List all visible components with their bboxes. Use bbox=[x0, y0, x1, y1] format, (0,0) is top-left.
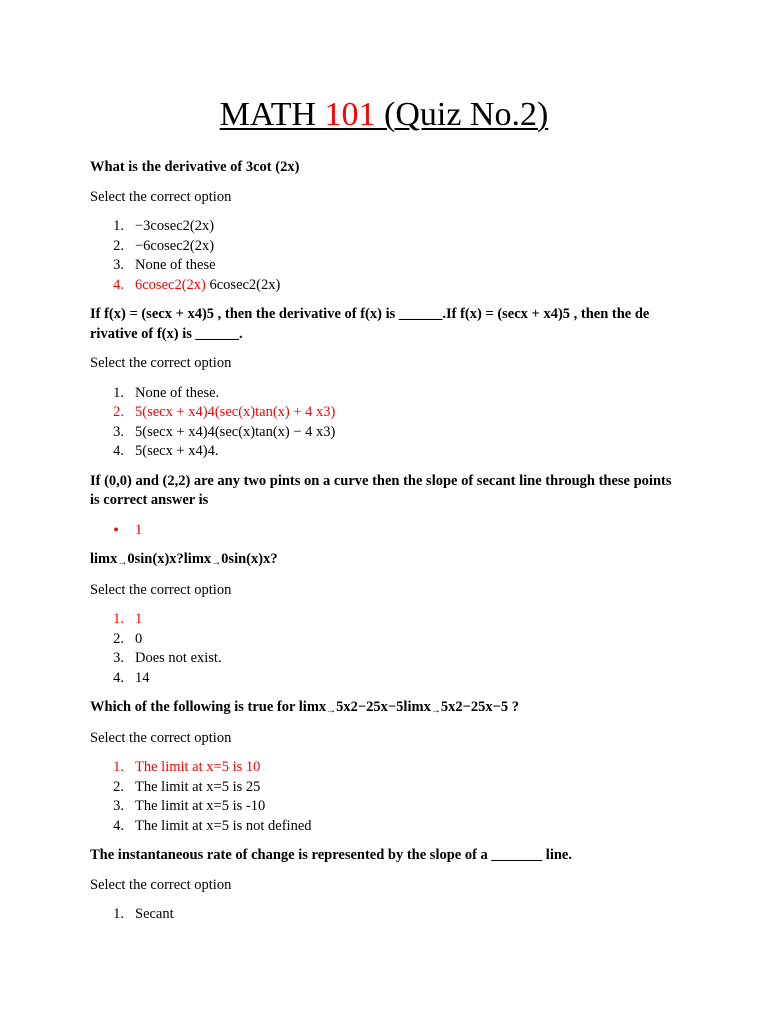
option-correct bbox=[90, 758, 680, 778]
option bbox=[90, 905, 680, 925]
option bbox=[90, 669, 680, 689]
option bbox=[90, 217, 680, 237]
option-number: 2. bbox=[113, 778, 124, 795]
option bbox=[90, 797, 680, 817]
title-course-number: 101 bbox=[324, 96, 376, 133]
question-1-options bbox=[90, 217, 680, 295]
option-correct bbox=[90, 521, 680, 541]
question-6: The instantaneous rate of change is represented by the slope of a _______ line. bbox=[90, 847, 572, 863]
option-text: 0 bbox=[135, 630, 143, 647]
option-text: 6cosec2(2x) bbox=[205, 276, 281, 293]
option-number: 3. bbox=[113, 650, 124, 666]
option bbox=[90, 423, 680, 443]
option-text: 5(secx + x4)4. bbox=[135, 443, 219, 459]
page-title bbox=[0, 95, 768, 135]
arrow-icon: → bbox=[326, 705, 337, 716]
title-prefix: MATH bbox=[219, 96, 325, 133]
quiz-content bbox=[90, 158, 680, 935]
question-2-prompt: Select the correct option bbox=[90, 355, 232, 371]
option-number: 1. bbox=[113, 218, 124, 234]
option-answer-highlight: 6cosec2(2x) bbox=[135, 276, 206, 293]
option-text: −6cosec2(2x) bbox=[135, 237, 215, 254]
question-text: 0sin(x)x?limx bbox=[127, 551, 212, 567]
option-text: The limit at x=5 is -10 bbox=[135, 798, 266, 814]
question-4-prompt: Select the correct option bbox=[90, 581, 232, 598]
question-text: limx bbox=[90, 551, 118, 567]
option-number: 1. bbox=[113, 906, 124, 922]
option-number: 4. bbox=[113, 669, 124, 686]
option bbox=[90, 384, 680, 404]
question-text: 5x2−25x−5limx bbox=[336, 699, 431, 715]
question-2: If f(x) = (secx + x4)5 , then the derivative of f(x) is ______.If f(x) = (secx + x4)5 , then the de rivative of f(x) is ______. bbox=[90, 306, 650, 342]
question-1: What is the derivative of 3cot (2x) bbox=[90, 159, 300, 175]
option-number: 3. bbox=[113, 798, 124, 814]
option-number: 3. bbox=[113, 423, 124, 440]
option-text: 1 bbox=[135, 611, 143, 627]
question-4-options bbox=[90, 610, 680, 688]
option-number: 2. bbox=[113, 630, 124, 647]
option-number: 3. bbox=[113, 257, 124, 273]
option-text: 14 bbox=[135, 669, 150, 686]
option-text: 5(secx + x4)4(sec(x)tan(x) − 4 x3) bbox=[135, 423, 336, 440]
option bbox=[90, 237, 680, 257]
option-text: Secant bbox=[135, 906, 174, 922]
option bbox=[90, 817, 680, 837]
option-correct bbox=[90, 276, 680, 296]
question-6-options bbox=[90, 905, 680, 925]
option-text: 1 bbox=[135, 521, 143, 538]
option-number: 1. bbox=[113, 611, 124, 627]
question-4 bbox=[90, 550, 680, 571]
option-text: Does not exist. bbox=[135, 650, 222, 666]
option-number: 2. bbox=[113, 237, 124, 254]
question-1-prompt: Select the correct option bbox=[90, 188, 232, 205]
arrow-icon: → bbox=[430, 705, 441, 716]
question-3: If (0,0) and (2,2) are any two pints on a curve then the slope of secant line through these points is correct answer is bbox=[90, 472, 672, 508]
option-text: The limit at x=5 is 25 bbox=[135, 778, 261, 795]
question-text: Which of the following is true for limx bbox=[90, 699, 327, 715]
option-number: 4. bbox=[113, 817, 124, 834]
option-number: 4. bbox=[113, 443, 124, 459]
title-suffix: (Quiz No.2) bbox=[375, 96, 549, 133]
arrow-icon: → bbox=[117, 557, 128, 568]
question-2-options bbox=[90, 384, 680, 462]
option-number: 2. bbox=[113, 404, 124, 420]
question-text: 5x2−25x−5 ? bbox=[440, 699, 519, 715]
option-text: The limit at x=5 is not defined bbox=[135, 817, 312, 834]
option-text: −3cosec2(2x) bbox=[135, 218, 215, 234]
question-3-options bbox=[90, 521, 680, 541]
question-text: 0sin(x)x? bbox=[221, 551, 278, 567]
option-number: 1. bbox=[113, 384, 124, 401]
option-text: None of these bbox=[135, 257, 216, 273]
option-text: 5(secx + x4)4(sec(x)tan(x) + 4 x3) bbox=[135, 404, 336, 420]
bullet-icon: • bbox=[113, 521, 119, 539]
option bbox=[90, 630, 680, 650]
question-6-prompt: Select the correct option bbox=[90, 876, 232, 893]
option-text: None of these. bbox=[135, 384, 220, 401]
question-5 bbox=[90, 698, 680, 719]
question-5-prompt: Select the correct option bbox=[90, 729, 232, 746]
option-number: 4. bbox=[113, 276, 124, 293]
option-number: 1. bbox=[113, 759, 124, 775]
option-correct bbox=[90, 403, 680, 423]
question-5-options bbox=[90, 758, 680, 836]
option bbox=[90, 778, 680, 798]
option-correct bbox=[90, 610, 680, 630]
arrow-icon: → bbox=[211, 557, 222, 568]
option bbox=[90, 442, 680, 462]
option bbox=[90, 256, 680, 276]
option-text: The limit at x=5 is 10 bbox=[135, 759, 261, 775]
option bbox=[90, 649, 680, 669]
